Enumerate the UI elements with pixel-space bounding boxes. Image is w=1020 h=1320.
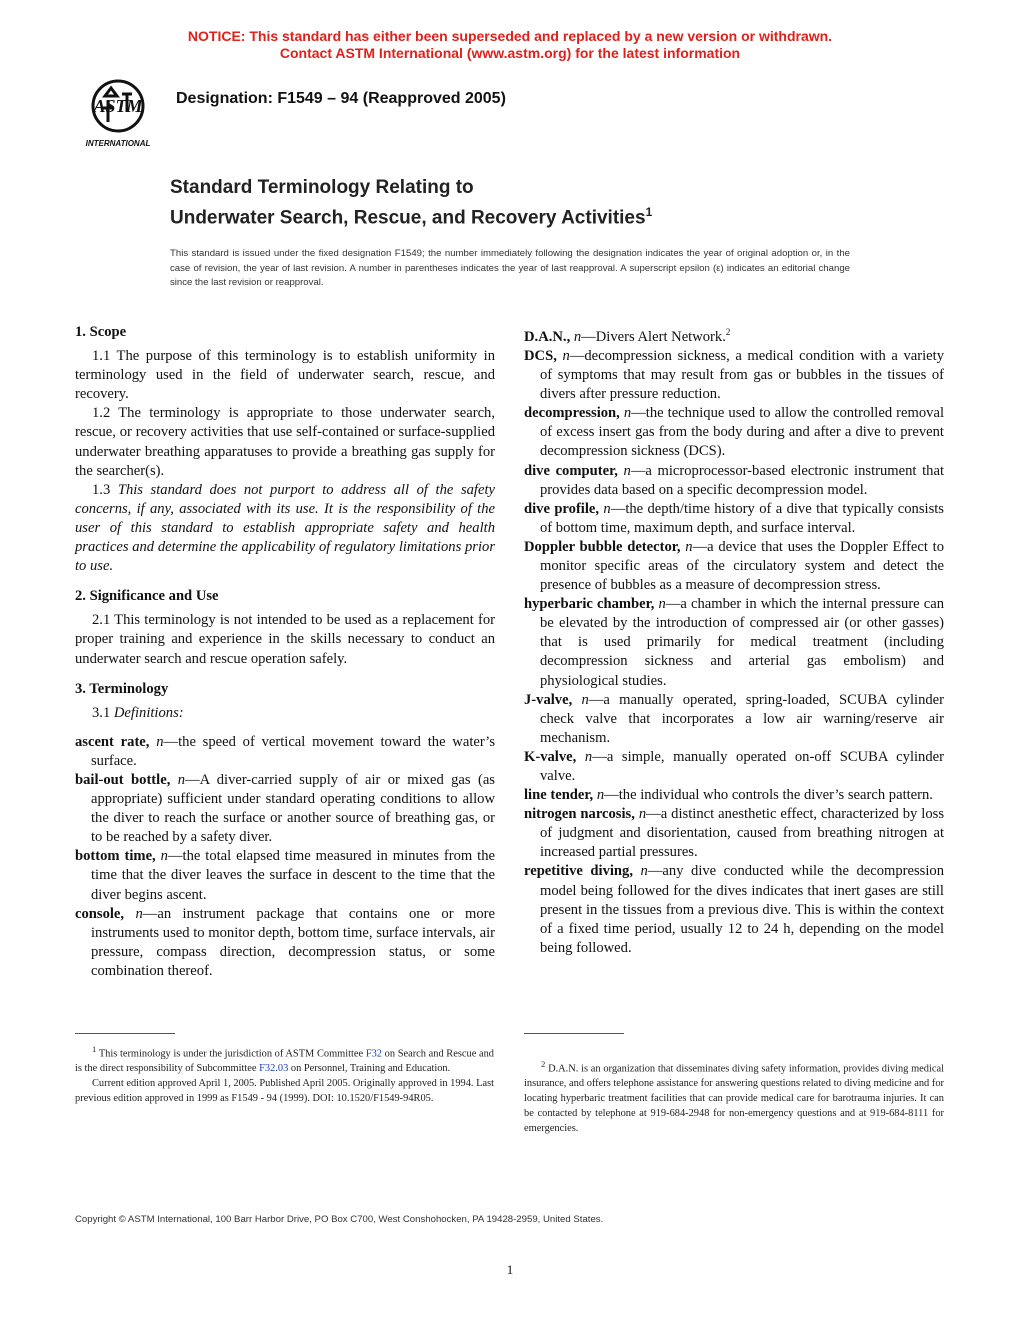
term-entry xyxy=(524,404,944,461)
term-name: J-valve, xyxy=(524,691,573,708)
term-definition: —an instrument package that contains one or more instruments used to monitor depth, bottom time, surface intervals, air pressure, compass direction, decompression status, or some combination thereof. xyxy=(91,905,495,979)
term-name: bail-out bottle, xyxy=(75,771,171,788)
term-pos: n xyxy=(581,691,589,708)
document-title xyxy=(170,175,652,230)
term-definition: —the total elapsed time measured in minutes from the time that the diver leaves the surface in descent to the time that the diver begins ascent. xyxy=(91,848,495,903)
term-name: ascent rate, xyxy=(75,733,150,750)
term-name: K-valve, xyxy=(524,748,577,765)
term-entry xyxy=(75,905,495,981)
term-entry xyxy=(524,500,944,538)
page-number: 1 xyxy=(506,1262,514,1277)
term-name: Doppler bubble detector, xyxy=(524,538,681,555)
term-definition: —A diver-carried supply of air or mixed gas (as appropriate) sufficient under standard operating conditions to allow the diver to reach the surface or another source of breathing gas, or to be reached by a safety diver. xyxy=(91,771,495,846)
term-definition: —a simple, manually operated on-off SCUBA cylinder valve. xyxy=(540,748,944,785)
term-entry xyxy=(524,862,944,957)
footnote-rule-left xyxy=(75,1033,175,1034)
committee-link[interactable]: F32 xyxy=(365,1048,382,1060)
designation: Designation: F1549 – 94 (Reapproved 2005) xyxy=(176,90,506,107)
term-footnote-mark: 2 xyxy=(725,327,731,337)
significance-2-1: 2.1 This terminology is not intended to be used as a replacement for proper training and experience in the skills necessary to conduct an underwater search and rescue operation safely. xyxy=(75,612,495,667)
term-definition: —the speed of vertical movement toward the water’s surface. xyxy=(91,733,495,769)
scope-1-1: 1.1 The purpose of this terminology is to establish uniformity in terminology used in the field of underwater search, rescue, and recovery. xyxy=(75,348,495,403)
term-entry xyxy=(524,595,944,690)
term-pos: n xyxy=(638,806,647,823)
term-entry xyxy=(524,462,944,500)
title-footnote-mark: 1 xyxy=(645,205,653,219)
term-name: repetitive diving, xyxy=(524,863,633,880)
term-pos: n xyxy=(160,848,168,865)
term-definition: —the individual who controls the diver’s search pattern. xyxy=(604,787,933,804)
astm-logo-icon xyxy=(78,78,160,150)
footnote-1: $^1$ This terminology is under the jurisdiction of ASTM Committee F32 on Search and Rescue and is the direct responsibility of Subcommittee F32.03 on Personnel, Training and Education. Current edition approved April 1, 2005. Published April 2005. Originally approved in 1994. Last previous edition approved in 1999 as F1549 - 94 (1999). DOI: 10.1520/F1549-94R05. xyxy=(75,1042,494,1107)
definitions-subheading: 3.1 Definitions: xyxy=(92,704,184,721)
term-pos: n xyxy=(658,596,666,613)
term-pos: n xyxy=(603,500,611,517)
term-definition: —the technique used to allow the controlled removal of excess insert gas from the body during and after a dive to prevent decompression sickness (DCS). xyxy=(540,405,944,460)
term-definition: —a microprocessor-based electronic instrument that provides data based on a specific decompression model. xyxy=(540,462,944,498)
subcommittee-link[interactable]: F32.03 xyxy=(259,1063,289,1075)
notice-banner xyxy=(0,28,1020,62)
title-line-2: Underwater Search, Rescue, and Recovery Activities$^1$ xyxy=(170,205,653,229)
term-definition: —the depth/time history of a dive that typically consists of bottom time, maximum depth, and surface interval. xyxy=(540,500,944,536)
significance-heading: 2. Significance and Use xyxy=(75,588,219,605)
term-entry xyxy=(75,847,495,904)
term-pos: n xyxy=(623,462,631,479)
right-column xyxy=(524,323,944,958)
term-entry xyxy=(75,733,495,771)
logo-subtext: INTERNATIONAL xyxy=(85,139,151,148)
term-entry xyxy=(524,748,944,786)
notice-line-2: Contact ASTM International (www.astm.org) for the latest information xyxy=(279,45,741,61)
term-pos: n xyxy=(640,863,648,880)
term-name: D.A.N., xyxy=(524,328,571,345)
logo-text: ASTM xyxy=(93,96,143,116)
left-column xyxy=(75,323,495,981)
term-pos: n xyxy=(135,905,143,922)
issuance-statement: This standard is issued under the fixed designation F1549; the number immediately following the designation indicates the year of original adoption or, in the case of revision, the year of last revision. A number in parentheses indicates the year of last reapproval. A superscript epsilon (ε) indicates an editorial change since the last revision or reapproval. xyxy=(170,248,850,288)
term-entry xyxy=(75,771,495,847)
terms-right xyxy=(524,323,944,958)
term-entry xyxy=(524,323,944,347)
term-entry xyxy=(524,538,944,595)
term-name: hyperbaric chamber, xyxy=(524,596,655,613)
edition-note: Current edition approved April 1, 2005. Published April 2005. Originally approved in 1994. Last previous edition approved in 1999 as F1549 - 94 (1999). DOI: 10.1520/F1549-94R05. xyxy=(75,1078,495,1104)
term-name: nitrogen narcosis, xyxy=(524,806,635,823)
scope-1-3: 1.3 This standard does not purport to address all of the safety concerns, if any, associated with its use. It is the responsibility of the user of this standard to establish appropriate safety and health practices and determine the applicability of regulatory limitations prior to use. xyxy=(75,481,495,575)
notice-line-1: NOTICE: This standard has either been superseded and replaced by a new version or withdrawn. xyxy=(187,28,833,44)
term-entry xyxy=(524,786,944,805)
term-definition: —a manually operated, spring-loaded, SCUBA cylinder check valve that incorporates a low air warning/reserve air mechanism. xyxy=(540,691,944,746)
scope-1-2: 1.2 The terminology is appropriate to those underwater search, rescue, or recovery activities that use self-contained or surface-supplied underwater breathing apparatuses to provide a breathing gas supply for the searcher(s). xyxy=(75,405,495,479)
term-pos: n xyxy=(596,787,605,804)
scope-heading: 1. Scope xyxy=(75,324,127,340)
term-name: console, xyxy=(75,905,125,922)
term-entry xyxy=(524,805,944,862)
term-entry xyxy=(524,691,944,748)
term-pos: n xyxy=(623,405,632,422)
term-name: bottom time, xyxy=(75,848,156,865)
term-pos: n xyxy=(573,328,582,345)
copyright: Copyright © ASTM International, 100 Barr Harbor Drive, PO Box C700, West Conshohocken, PA 19428-2959, United States. xyxy=(75,1214,604,1225)
term-pos: n xyxy=(562,347,570,364)
term-definition: —a chamber in which the internal pressure can be elevated by the introduction of compressed air (or other gasses) that is used primarily for medical treatment (including decompression sickness and arterial gas embolism) and physiological studies. xyxy=(540,596,944,689)
term-pos: n xyxy=(156,733,164,750)
term-definition: —a device that uses the Doppler Effect to monitor specific areas of the circulatory system and detect the presence of bubbles as a measure of decompression stress. xyxy=(540,538,944,594)
term-name: decompression, xyxy=(524,405,620,422)
term-name: dive computer, xyxy=(524,462,618,479)
term-definition: —any dive conducted while the decompression model being followed for the dives indicates that inert gases are still present in the tissues from a previous dive. This is within the context of a fixed time period, usually 12 to 24 h, depending on the model being followed. xyxy=(540,863,944,956)
footnote-2: $^2$ D.A.N. is an organization that disseminates diving safety information, provides diving medical insurance, and offers telephone assistance for answering questions related to diving medicine and for locating hyperbaric treatment facilities that can provide medical care for barotrauma injuries. It can be contacted by telephone at 919-684-2948 for non-emergency questions and at 919-684-8111 for emergencies. xyxy=(524,1059,944,1134)
term-pos: n xyxy=(177,771,186,788)
term-definition: —Divers Alert Network. xyxy=(581,328,726,345)
term-pos: n xyxy=(685,538,693,555)
term-name: line tender, xyxy=(524,787,594,804)
term-entry xyxy=(524,347,944,404)
term-pos: n xyxy=(584,748,593,765)
terms-left xyxy=(75,733,495,981)
term-name: DCS, xyxy=(524,347,557,364)
title-line-1: Standard Terminology Relating to xyxy=(170,177,474,198)
term-definition: —decompression sickness, a medical condition with a variety of symptoms that may result from gas or bubbles in the tissues of divers after pressure reduction. xyxy=(540,347,944,403)
term-definition: —a distinct anesthetic effect, characterized by loss of judgment and disorientation, caused from breathing nitrogen at increased partial pressures. xyxy=(540,806,944,861)
footnote-rule-right xyxy=(524,1033,624,1034)
term-name: dive profile, xyxy=(524,500,600,517)
terminology-heading: 3. Terminology xyxy=(75,680,169,697)
